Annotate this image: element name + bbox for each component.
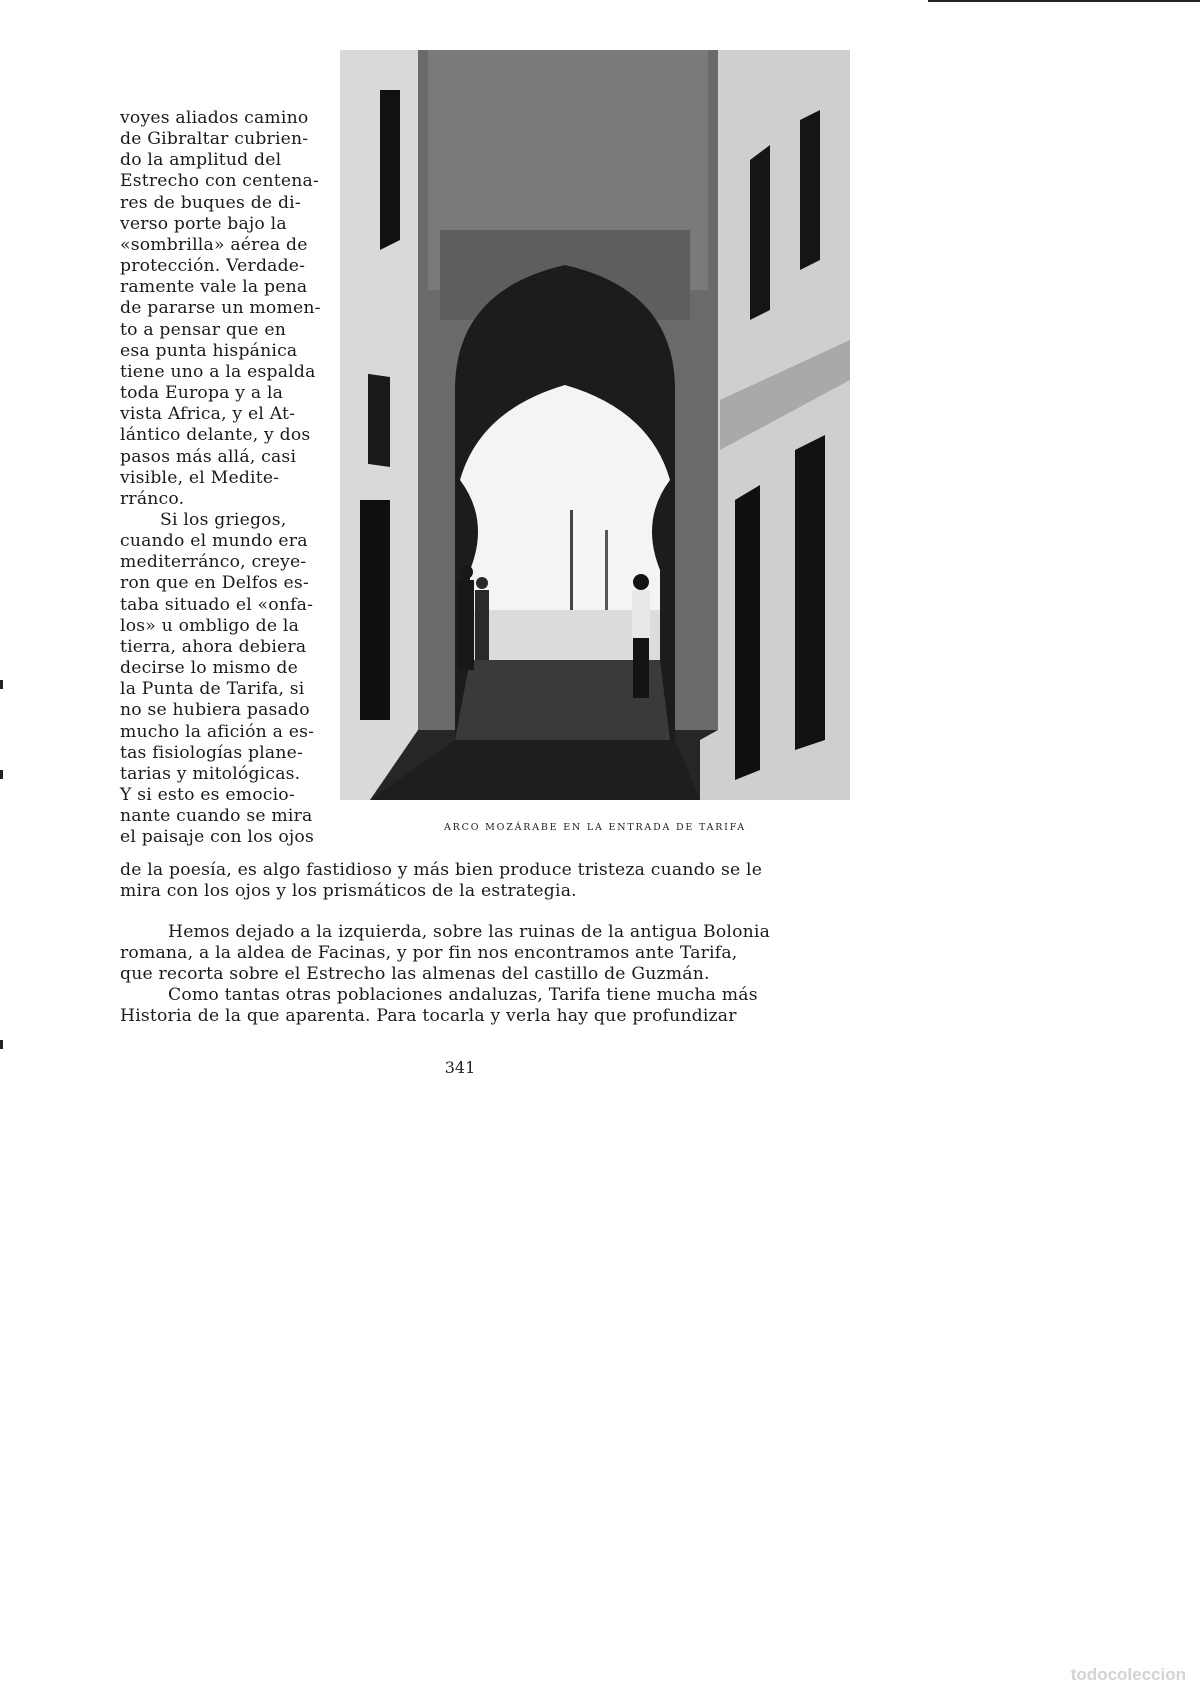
text-line: cuando el mundo era bbox=[120, 531, 308, 552]
text-line: mediterránco, creye- bbox=[120, 552, 307, 573]
text-line: Estrecho con centena- bbox=[120, 171, 319, 192]
text-line: protección. Verdade- bbox=[120, 256, 306, 277]
text-line: tierra, ahora debiera bbox=[120, 636, 307, 657]
text-line: pasos más allá, casi bbox=[120, 446, 297, 467]
text-line: mira con los ojos y los prismáticos de la estrategia. bbox=[120, 881, 577, 901]
text-line: toda Europa y a la bbox=[120, 383, 284, 404]
text-line: nante cuando se mira bbox=[120, 806, 313, 827]
text-line: Si los griegos, bbox=[160, 509, 287, 530]
text-line: romana, a la aldea de Facinas, y por fin nos encontramos ante Tarifa, bbox=[120, 943, 738, 963]
text-line: ramente vale la pena bbox=[120, 277, 308, 298]
text-line: Y si esto es emocio- bbox=[120, 785, 295, 805]
text-line: los» u ombligo de la bbox=[120, 615, 300, 636]
narrow-column-text bbox=[120, 108, 320, 848]
text-line: el paisaje con los ojos bbox=[120, 827, 314, 848]
text-line: decirse lo mismo de bbox=[120, 658, 298, 679]
text-line: la Punta de Tarifa, si bbox=[120, 679, 305, 700]
page-number: 341 bbox=[444, 1058, 476, 1077]
text-line: que recorta sobre el Estrecho las almenas del castillo de Guzmán. bbox=[120, 964, 710, 984]
margin-mark bbox=[0, 1040, 3, 1049]
text-line: de la poesía, es algo fastidioso y más bien produce tristeza cuando se le bbox=[120, 860, 763, 880]
top-rule bbox=[928, 0, 1200, 2]
text-line: visible, el Medite- bbox=[120, 467, 280, 488]
text-line: verso porte bajo la bbox=[120, 213, 287, 234]
text-line: Como tantas otras poblaciones andaluzas, Tarifa tiene mucha más bbox=[168, 985, 758, 1005]
text-line: de pararse un momen- bbox=[120, 298, 321, 319]
text-line: Hemos dejado a la izquierda, sobre las ruinas de la antigua Bolonia bbox=[168, 922, 771, 942]
watermark-logo: todocoleccion bbox=[1070, 1665, 1186, 1684]
full-width-text bbox=[120, 860, 810, 1027]
text-line: to a pensar que en bbox=[120, 319, 286, 340]
text-line: no se hubiera pasado bbox=[120, 700, 310, 721]
text-line: Historia de la que aparenta. Para tocarla y verla hay que profundizar bbox=[120, 1006, 737, 1026]
text-line: «sombrilla» aérea de bbox=[120, 234, 308, 255]
photo-arch bbox=[340, 50, 850, 800]
margin-mark bbox=[0, 770, 3, 779]
text-line: ron que en Delfos es- bbox=[120, 573, 309, 594]
text-line: esa punta hispánica bbox=[120, 340, 298, 361]
text-line: vista Africa, y el At- bbox=[120, 404, 296, 425]
text-line: mucho la afición a es- bbox=[120, 721, 315, 742]
margin-mark bbox=[0, 680, 3, 689]
text-line: res de buques de di- bbox=[120, 192, 301, 213]
photo-caption: ARCO MOZÁRABE EN LA ENTRADA DE TARIFA bbox=[444, 822, 746, 833]
text-line: voyes aliados camino bbox=[120, 108, 309, 128]
text-line: lántico delante, y dos bbox=[120, 425, 311, 446]
text-line: tiene uno a la espalda bbox=[120, 361, 316, 382]
paragraph-gap bbox=[120, 902, 810, 922]
text-line: tarias y mitológicas. bbox=[120, 763, 301, 784]
text-line: de Gibraltar cubrien- bbox=[120, 129, 309, 150]
text-line: do la amplitud del bbox=[120, 150, 282, 171]
text-line: tas fisiologías plane- bbox=[120, 742, 304, 763]
arch-photo-drawing bbox=[340, 50, 850, 800]
text-line: rránco. bbox=[120, 488, 185, 509]
text-line: taba situado el «onfa- bbox=[120, 594, 314, 615]
